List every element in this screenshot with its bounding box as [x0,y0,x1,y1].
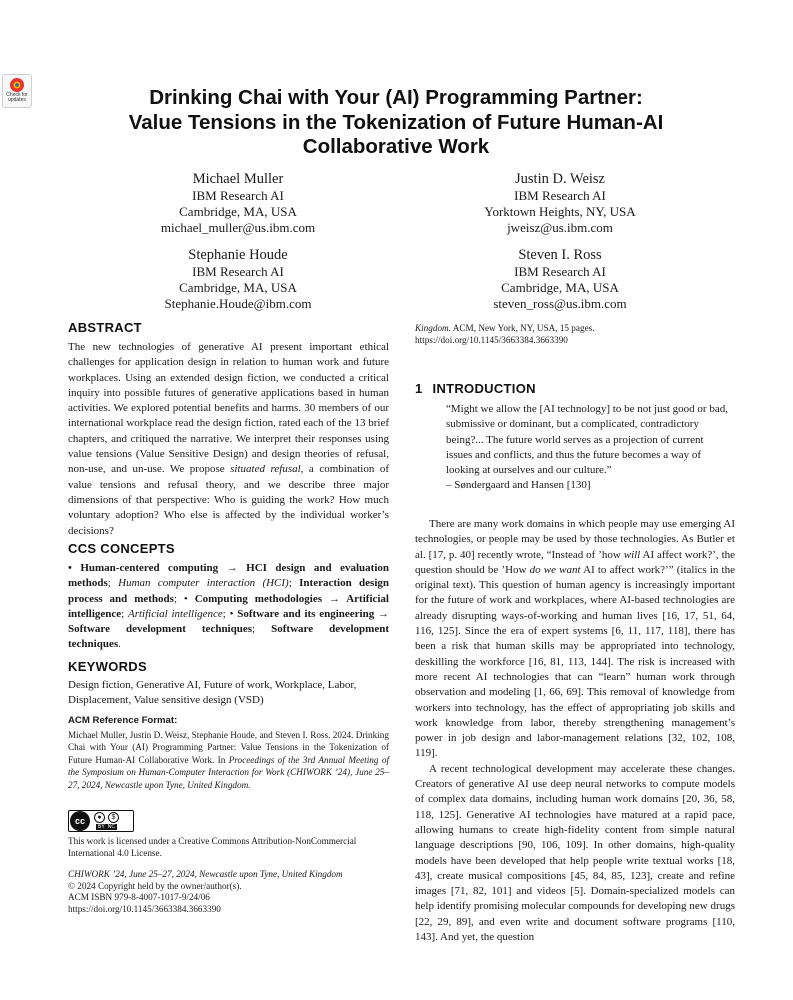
author-location: Yorktown Heights, NY, USA [484,204,636,219]
paper-title [68,86,724,160]
ccs-separator: . [118,638,121,651]
abstract-emphasis: situated refusal [230,463,301,476]
ccs-separator: ; [107,577,119,590]
ccs-separator: ; • [222,607,238,620]
footer-isbn: ACM ISBN 979-8-4007-1017-9/24/06 [68,892,210,903]
author-name: Justin D. Weisz [515,171,605,187]
title-line: Collaborative Work [302,135,490,158]
abstract-text [68,340,389,539]
author-location: Cambridge, MA, USA [179,280,297,295]
acm-ref-venue: Proceedings of the 3rd Annual Meeting of the Symposium on Human-Computer Interaction for Work (CHIWORK ’24), June 25–27, 2024, Newcastle upon Tyne, United Kingdom. [68,754,389,790]
cc-logo-icon: cc [70,811,90,831]
ccs-separator: ; • [173,592,195,605]
author-block [420,246,700,312]
check-for-updates-badge[interactable] [2,74,32,108]
author-location: Cambridge, MA, USA [179,204,297,219]
ccs-concept: Human computer interaction (HCI) [118,577,289,590]
ccs-concept: • Human-centered computing → HCI design and evaluation methods [68,562,389,590]
author-name: Stephanie Houde [188,247,288,263]
title-line: Drinking Chai with Your (AI) Programming Partner: [149,86,643,109]
author-block [420,170,700,236]
author-email[interactable]: michael_muller@us.ibm.com [160,220,316,235]
badge-label: Check for updates [6,92,28,103]
author-block [98,246,378,312]
acm-ref-part: ACM, New York, NY, USA, 15 pages. https://doi.org/10.1145/3663384.3663390 [415,323,595,346]
ccs-concept: Software and its engineering → Software development techniques [68,607,389,636]
ccs-concept: Computing methodologies → Artificial intelligence [68,592,389,620]
footer-doi[interactable]: https://doi.org/10.1145/3663384.3663390 [68,903,221,914]
author-email[interactable]: steven_ross@us.ibm.com [493,296,627,311]
author-email[interactable]: jweisz@us.ibm.com [507,220,613,235]
intro-paragraph [415,517,735,762]
acm-ref-part: Michael Muller, Justin D. Weisz, Stephanie Houde, and Steven I. Ross. 2024. Drinking Chai with Your (AI) Programming Partner: Value Tensions in the Tokenization of Future Human-AI Collaborative Work. In [68,730,389,765]
para-part: There are many work domains in which people may use emerging AI technologies, or people may be used by those technologies. As Butler et al. [17, p. 40] recently wrote, “Instead of ’how [415,518,735,561]
keywords-heading: KEYWORDS [68,659,147,674]
intro-heading [415,381,536,396]
para-part: AI affect work?’, the question should be ’How [415,548,736,576]
acm-reference-text [68,729,389,791]
intro-body [415,517,735,945]
para-part: AI to affect work?’” (italics in the original text). This question of human agency is increasingly important for the future of work and workplaces, where AI-based technologies are already disrupting ways-of-working and human lives [16, 17, 51, 64, 116, 125]. Since the era of expert systems [6, 11, 117, 118], there has been a risk that human skills may be appropriated into technology, deskilling the workforce [16, 81, 113, 144]. The risk is increased with more recent AI technologies that can “learn” human work through observation and modeling [1, 66, 69]. This removal of knowledge from workers into technology, has the effect of appropriating job skills and work knowledge from labor, thereby strengthening management’s power in job design and labor-management relations [32, 102, 108, 119]. [415,563,735,760]
license-text: This work is licensed under a Creative Commons Attribution-NonCommercial International 4.0 License. [68,836,357,859]
ccs-separator: ; [252,623,272,636]
abstract-heading: ABSTRACT [68,320,142,335]
ccs-separator: ; [288,577,300,590]
footer-copyright: © 2024 Copyright held by the owner/author(s). [68,880,242,891]
epigraph-quote [446,402,728,494]
cc-nc-label: NC [107,824,115,830]
ccs-concept: Software development techniques [68,623,389,651]
ccs-separator: ; [121,607,128,620]
author-affiliation: IBM Research AI [192,188,284,203]
cc-nc-icon: $ [108,812,119,823]
section-number: 1 [415,381,423,396]
ccs-concept: Artificial intelligence [127,607,223,620]
check-for-updates-icon [9,77,25,93]
cc-license-icons [94,812,119,830]
title-line: Value Tensions in the Tokenization of Future Human-AI [128,110,664,134]
author-location: Cambridge, MA, USA [501,280,619,295]
abstract-text-part: The new technologies of generative AI present important ethical challenges for application design in relation to human work and future workplaces. Using an extended design fiction, we conducted a critical inquiry into possible futures of generative applications based in human activities. We explored potential benefits and harms. 30 members of our international workplace read the design fiction, rated each of the 13 brief chapters, and critiqued the narrative. We interpret their responses using value tensions (Value Sensitive Design) and design theories of refusal, non-use, and un-use. We propose [68,341,389,476]
ccs-concept: Interaction design process and methods [68,577,389,605]
para-emphasis: do we want [529,563,581,576]
author-name: Michael Muller [192,171,284,187]
intro-paragraph: A recent technological development may accelerate these changes. Creators of generative AI use deep neural networks to compute models of complex data domains, including human work domains [20, 36, 58, 118, 125]. Generative AI technologies have matured at a rapid pace, allowing humans to create high-fidelity content from simple natural language descriptions [90, 106, 109]. In other domains, high-quality models have been developed that help people write textual works [18, 43], create musical compositions [45, 84, 85, 123], create and refine images [71, 82, 101] and videos [5]. Domain-specialized models can help identify promising molecular compounds for developing new drugs [22, 29, 89], and even write and document software programs [110, 143]. And yet, the question [415,762,735,944]
cc-by-icon: ● [94,812,105,823]
creative-commons-badge[interactable] [68,810,134,832]
acm-ref-venue-tail: Kingdom. [415,323,451,333]
section-title: INTRODUCTION [432,381,536,396]
abstract-text-part: , a combination of value tensions and refusal theory, and we describe three major dimensions of that perspective: Who is guiding the work? How much voluntary adoption? Who else is affected by the individual worker’s decisions? [68,463,389,537]
epigraph-text: “Might we allow the [AI technology] to be not just good or bad, submissive or dominant, but a complicated, contradictory being?... The future world serves as a projection of current issues and conflicts, and thus the future becomes a way of looking at ourselves and our culture.” [446,403,728,477]
author-email[interactable]: Stephanie.Houde@ibm.com [164,296,312,311]
acm-reference-heading: ACM Reference Format: [68,715,178,726]
author-name: Steven I. Ross [518,247,602,263]
epigraph-attribution: – Søndergaard and Hansen [130] [446,479,591,492]
author-affiliation: IBM Research AI [514,264,606,279]
footer-venue: CHIWORK ’24, June 25–27, 2024, Newcastle upon Tyne, United Kingdom [68,869,343,879]
acm-reference-continued [415,322,735,347]
author-affiliation: IBM Research AI [514,188,606,203]
ccs-heading: CCS CONCEPTS [68,541,175,556]
author-affiliation: IBM Research AI [192,264,284,279]
cc-by-label: BY [98,824,105,830]
author-block [98,170,378,236]
footer-info [68,869,389,915]
para-emphasis: will [623,548,641,561]
keywords-text: Design fiction, Generative AI, Future of work, Workplace, Labor, Displacement, Value sensitive design (VSD) [68,679,357,707]
ccs-concepts [68,561,389,653]
